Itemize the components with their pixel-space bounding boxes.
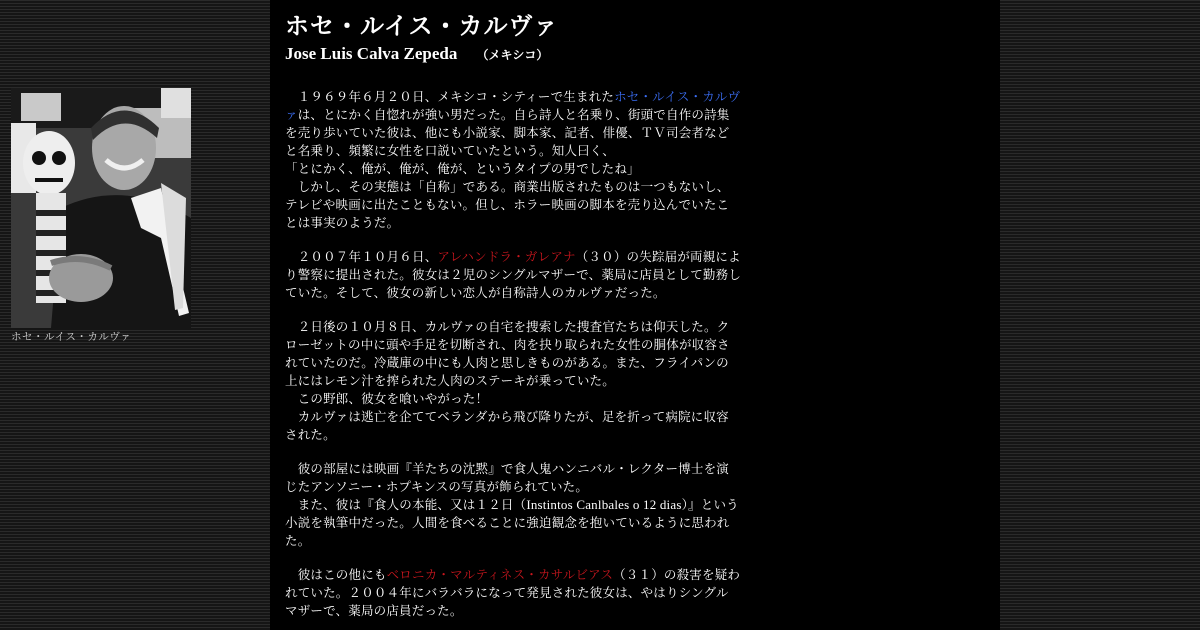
p1-text-b: は、とにかく自惚れが強い男だった。自ら詩人と名乗り、街頭で自作の詩集を売り歩いていた彼は、他にも小説家、脚本家、記者、俳優、ＴＶ司会者などと名乗り、頻繁に女性を口説いていたという。知人曰く、: [285, 107, 730, 158]
p2-text-a: ２００７年１０月６日、: [285, 249, 438, 264]
paragraph-5: [285, 566, 741, 620]
p3-text-b: この野郎、彼女を喰いやがった！: [285, 391, 489, 406]
p4-novel-title: Instintos Canlbales o 12 dias: [526, 497, 682, 512]
article-panel: [270, 0, 1000, 630]
page-title: ホセ・ルイス・カルヴァ: [285, 12, 559, 40]
english-name: Jose Luis Calva Zepeda: [285, 44, 458, 63]
p4-text-b1: また、彼は『食人の本能、又は１２日（: [285, 497, 527, 512]
p2-text-b: （３０）の失踪届が両親により警察に提出された。彼女は２児のシングルマザーで、薬局に店員として勤務していた。そして、彼女の新しい恋人が自称詩人のカルヴァだった。: [285, 249, 742, 300]
article-content: [270, 0, 741, 620]
name-link-calva[interactable]: ホセ・ルイス・カルヴァ: [285, 89, 741, 122]
paragraph-4: [285, 460, 741, 550]
p3-text-a: ２日後の１０月８日、カルヴァの自宅を捜索した捜査官たちは仰天した。クローゼットの中に頭や手足を切断され、肉を抉り取られた女性の胴体が収容されていたのだ。冷蔵庫の中にも人肉と思しきものがある。また、フライパンの上にはレモン汁を搾られた人肉のステーキが乗っていた。: [285, 319, 730, 388]
p5-text-b: （３１）の殺害を疑われていた。２００４年にバラバラになって発見された彼女は、やはりシングルマザーで、薬局の店員だった。: [285, 567, 741, 618]
article-body: [285, 88, 741, 620]
name-link-martinez[interactable]: ベロニカ・マルティネス・カサルビアス: [386, 567, 614, 582]
paragraph-3: [285, 318, 741, 444]
p1-text-a: １９６９年６月２０日、メキシコ・シティーで生まれた: [285, 89, 615, 104]
p1-text-d: しかし、その実態は「自称」である。商業出版されたものは一つもないし、テレビや映画に出たこともない。但し、ホラー映画の脚本を売り込んでいたことは事実のようだ。: [285, 179, 730, 230]
photo-column: [11, 88, 191, 344]
portrait-photo: [11, 88, 191, 328]
p1-quote: 「とにかく、俺が、俺が、俺が、というタイプの男でしたね」: [285, 161, 640, 176]
photo-caption: ホセ・ルイス・カルヴァ: [11, 331, 132, 343]
subtitle-row: [285, 43, 741, 66]
p5-text-a: 彼はこの他にも: [285, 567, 387, 582]
paragraph-2: [285, 248, 741, 302]
p3-text-c: カルヴァは逃亡を企ててベランダから飛び降りたが、足を折って病院に収容された。: [285, 409, 729, 442]
p4-text-a: 彼の部屋には映画『羊たちの沈黙』で食人鬼ハンニバル・レクター博士を演じたアンソニー・ホプキンスの写真が飾られていた。: [285, 461, 730, 494]
p4-text-b2: ）』という小説を執筆中だった。人間を食べることに強迫観念を抱いているように思われた。: [285, 497, 739, 548]
name-link-galeana[interactable]: アレハンドラ・ガレアナ: [437, 249, 576, 264]
country-label: （メキシコ）: [476, 48, 549, 62]
paragraph-1: [285, 88, 741, 232]
